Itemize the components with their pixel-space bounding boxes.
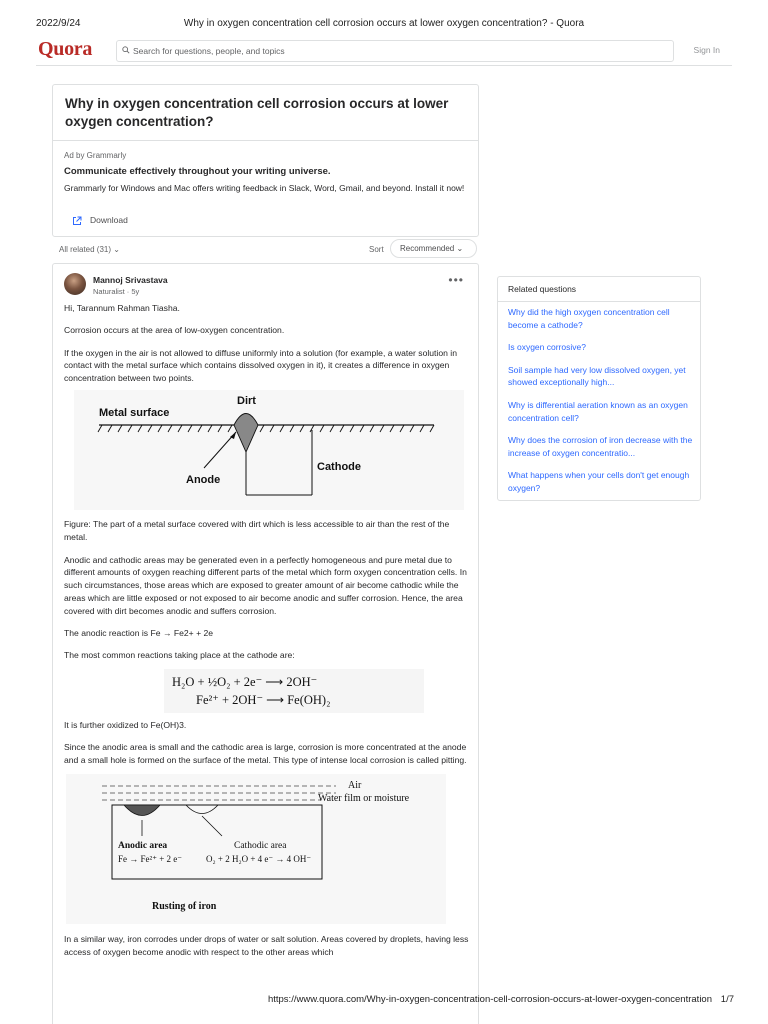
paragraph: Since the anodic area is small and the cathodic area is large, corrosion is more concentrated at the anode and a small hole is formed on the surface of the metal. This type of intense local corrosion is called pitting. [64,741,467,765]
paragraph: It is further oxidized to Fe(OH)3. [64,719,187,730]
print-header [0,18,768,32]
print-title: Why in oxygen concentration cell corrosion occurs at lower oxygen concentration? - Quora [183,18,585,29]
quora-logo[interactable]: Quora [38,38,93,60]
divider [53,140,478,141]
anodic-reaction: Fe → Fe²⁺ + 2 e⁻ [118,854,183,865]
print-date: 2022/9/24 [36,18,81,29]
all-related-dropdown[interactable] [59,245,120,254]
rusting-label: Rusting of iron [152,901,217,913]
related-question-link[interactable]: What happens when your cells don't get enough oxygen? [508,470,690,493]
air-label: Air [348,780,362,792]
ad-headline[interactable]: Communicate effectively throughout your writing universe. [64,166,331,177]
related-questions-title: Related questions [508,284,577,294]
sort-dropdown[interactable] [390,239,477,258]
more-options-icon[interactable]: ••• [448,273,464,287]
related-questions-list [508,306,694,505]
dirt-label: Dirt [237,395,256,408]
chevron-down-icon: ⌄ [113,245,120,254]
print-url: https://www.quora.com/Why-in-oxygen-concentration-cell-corrosion-occurs-at-lower-oxygen-concentration [267,994,712,1005]
anode-label: Anode [186,474,221,487]
paragraph: If the oxygen in the air is not allowed to diffuse uniformly into a solution (for example, a water solution in contact with the metal surface which contains dissolved oxygen in it), it creates a difference in oxygen concentration between two points. [64,347,457,384]
metal-surface-label: Metal surface [99,407,170,420]
answers-filter-bar [59,244,479,256]
pitting-corrosion-figure [66,774,446,924]
equation-1: H₂O + ½O₂ + 2e⁻ ⟶ 2OH⁻ [172,674,318,689]
water-film-label: Water film or moisture [318,793,410,805]
related-question-link[interactable]: Why does the corrosion of iron decrease with the increase of oxygen concentratio... [508,435,693,458]
metal-surface-figure [74,390,464,510]
related-question-link[interactable]: Why did the high oxygen concentration cell become a cathode? [508,307,670,330]
question-card [52,84,479,237]
author-credential: Naturalist · 5y [93,287,140,296]
print-footer [0,994,768,1008]
search-placeholder: Search for questions, people, and topics [133,46,285,56]
paragraph: Anodic and cathodic areas may be generated even in a perfectly homogeneous and pure metal due to different amounts of oxygen reaching different parts of the metal which form oxygen concentration cells. In such circumstances, those areas which are exposed to greater amount of air become cathodic while the areas which are little exposed or not exposed to air become anodic and suffer corrosion. Hence, the area covered with dirt becomes anodic and suffers corrosion. [64,554,467,616]
answer-card [52,263,479,1024]
cathodic-reaction: O₂ + 2 H₂O + 4 e⁻ → 4 OH⁻ [206,854,312,865]
cathode-equations-figure [164,669,424,713]
sign-in-link[interactable]: Sign In [693,45,720,55]
avatar[interactable] [64,273,86,295]
paragraph: In a similar way, iron corrodes under drops of water or salt solution. Areas covered by droplets, having less access of oxygen become anodic with respect to the other areas which [64,934,469,957]
answer-body [64,302,469,968]
equation-2: Fe²⁺ + 2OH⁻ ⟶ Fe(OH)₂ [196,692,331,707]
greeting: Hi, Tarannum Rahman Tiasha. [64,303,180,313]
related-question-link[interactable]: Why is differential aeration known as an oxygen concentration cell? [508,400,688,423]
paragraph: Corrosion occurs at the area of low-oxygen concentration. [64,325,285,336]
cathode-label: Cathode [317,461,361,474]
ad-body: Grammarly for Windows and Mac offers writing feedback in Slack, Word, Gmail, and beyond. Install it now! [64,183,465,193]
download-button[interactable] [74,215,128,225]
download-label: Download [90,215,128,225]
top-nav [36,38,732,66]
cathodic-area-label: Cathodic area [234,841,287,852]
sort-value: Recommended [400,244,455,253]
paragraph: The most common reactions taking place at the cathode are: [64,650,295,661]
sort-label: Sort [369,245,384,254]
related-questions-card [497,276,701,501]
anodic-area-label: Anodic area [118,841,168,852]
related-question-link[interactable]: Is oxygen corrosive? [508,342,586,353]
ad-sponsor: Ad by Grammarly [64,151,127,160]
author-name[interactable]: Mannoj Srivastava [93,275,168,285]
question-title[interactable]: Why in oxygen concentration cell corrosion occurs at lower oxygen concentration? [65,96,449,129]
page-number: 1/7 [720,994,734,1005]
search-input[interactable] [116,40,674,62]
figure-caption: Figure: The part of a metal surface covered with dirt which is less accessible to air than the rest of the metal. [64,519,450,543]
all-related-label: All related (31) [59,245,112,254]
search-icon [122,46,130,54]
external-link-icon [72,216,82,226]
chevron-down-icon: ⌄ [456,244,464,253]
divider [498,301,700,302]
paragraph: The anodic reaction is Fe → Fe2+ + 2e [64,628,214,639]
related-question-link[interactable]: Soil sample had very low dissolved oxygen, yet showed exceptionally high... [508,364,686,388]
